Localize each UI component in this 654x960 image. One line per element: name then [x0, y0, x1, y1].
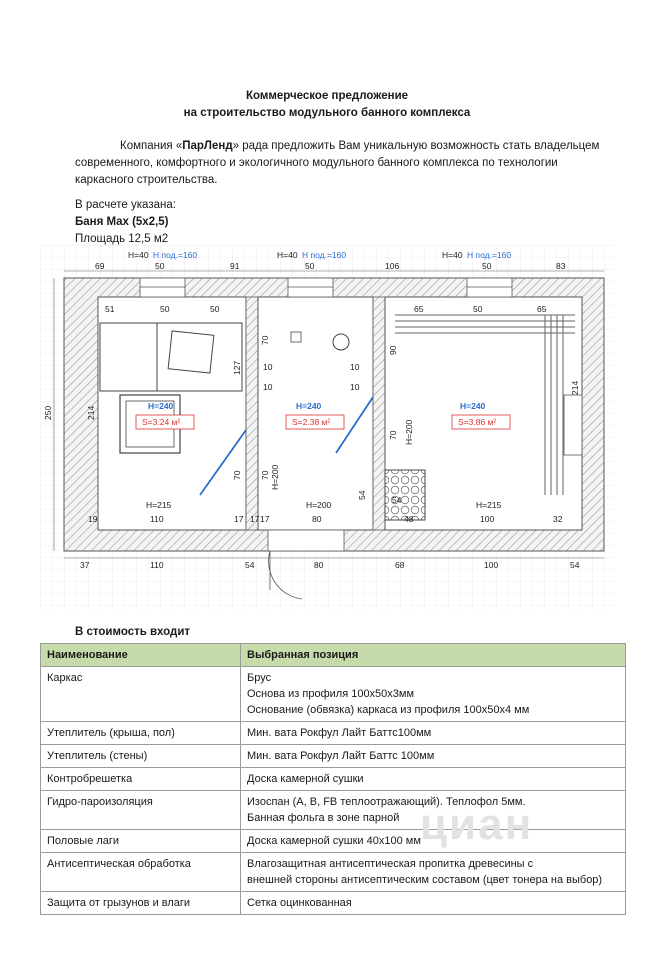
- room3-left: 48: [404, 514, 414, 524]
- row-line: внешней стороны антисептическим составом (цвет тонера на выбор): [247, 874, 603, 886]
- dim-mid-3: 10: [263, 382, 273, 392]
- intro-prefix: Компания «: [120, 140, 183, 152]
- room1-w: 110: [150, 514, 164, 524]
- room1-left: 19: [88, 514, 98, 524]
- dim-inner-3: 50: [210, 304, 220, 314]
- dim-top-4: 50: [305, 261, 315, 271]
- sink-icon: [333, 334, 349, 350]
- row-value: [241, 745, 626, 768]
- dim-inner-1: 51: [105, 304, 115, 314]
- room1-area: S=3.24 м²: [142, 417, 181, 427]
- drain-icon: [291, 332, 301, 342]
- row-name: Утеплитель (крыша, пол): [41, 722, 241, 745]
- dim-mid-13: 17: [250, 514, 260, 524]
- dim-inner-5: 50: [473, 304, 483, 314]
- row-name: Половые лаги: [41, 830, 241, 853]
- table-row: [41, 791, 626, 830]
- room3-hw: H=215: [476, 500, 502, 510]
- room3-area: S=3.86 м²: [458, 417, 497, 427]
- dim-bot-3: 54: [245, 560, 255, 570]
- dim-bot-4: 80: [314, 560, 324, 570]
- window-1: [140, 278, 185, 297]
- top-hsub-2: H под.=160: [302, 250, 347, 260]
- watermark: циан: [420, 800, 534, 849]
- row-name: Каркас: [41, 667, 241, 722]
- dim-top-5: 106: [385, 261, 400, 271]
- row-line: Сетка оцинкованная: [247, 897, 352, 909]
- top-h-2: H=40: [277, 250, 298, 260]
- dim-top-2: 50: [155, 261, 165, 271]
- dim-mid-6: 70: [260, 470, 270, 480]
- company-name: ПарЛенд: [182, 140, 233, 152]
- room3-w: 100: [480, 514, 495, 524]
- window-3: [467, 278, 512, 297]
- room2-area: S=2.38 м²: [292, 417, 331, 427]
- dim-mid-7: 10: [350, 362, 360, 372]
- row-name: Антисептическая обработка: [41, 853, 241, 892]
- room1-h: H=240: [148, 401, 174, 411]
- dim-bot-7: 54: [570, 560, 580, 570]
- table-header-row: [41, 644, 626, 667]
- room3-h: H=240: [460, 401, 486, 411]
- dim-mid-11: 54: [357, 490, 367, 500]
- window-4: [564, 395, 582, 455]
- intro-line-3: каркасного строительства.: [75, 174, 218, 186]
- dim-bot-1: 37: [80, 560, 90, 570]
- stove-stones: [385, 470, 425, 520]
- row-line: Влагозащитная антисептическая пропитка древесины с: [247, 858, 534, 870]
- table-row: [41, 667, 626, 722]
- dim-mid-5: 70: [232, 470, 242, 480]
- table-row: [41, 892, 626, 915]
- dim-side: 250: [43, 405, 53, 420]
- table-row: [41, 830, 626, 853]
- room2-w: 80: [312, 514, 322, 524]
- row-line: Мин. вата Рокфул Лайт Баттс 100мм: [247, 750, 435, 762]
- row-line: Основа из профиля 100х50х3мм: [247, 688, 415, 700]
- partition-2: [373, 297, 385, 530]
- row-name: Гидро-пароизоляция: [41, 791, 241, 830]
- partition-1: [246, 297, 258, 530]
- area-label: Площадь 12,5 м2: [75, 233, 169, 245]
- dim-top-3: 91: [230, 261, 240, 271]
- included-title: В стоимость входит: [75, 626, 191, 638]
- stove-label: 54: [392, 495, 402, 505]
- calc-label: В расчете указана:: [75, 199, 176, 211]
- room2-left: 17: [260, 514, 270, 524]
- table-row: [41, 722, 626, 745]
- model-name: Баня Max (5х2,5): [75, 216, 169, 228]
- row-line: Изоспан (А, В, FB теплоотражающий). Теплофол 5мм.: [247, 796, 526, 808]
- dim-bot-5: 68: [395, 560, 405, 570]
- room2-h: H=240: [296, 401, 322, 411]
- dim-inner-6: 65: [537, 304, 547, 314]
- top-hsub-3: H под.=160: [467, 250, 512, 260]
- dim-mid-12: 17: [234, 514, 244, 524]
- top-hsub-1: H под.=160: [153, 250, 198, 260]
- dim-mid-10: 70: [388, 430, 398, 440]
- dim-mid-4: 127: [232, 360, 242, 375]
- intro-paragraph: [75, 138, 615, 189]
- dim-mid-15: H=200: [404, 419, 414, 445]
- row-name: Защита от грызунов и влаги: [41, 892, 241, 915]
- row-line: Доска камерной сушки: [247, 773, 364, 785]
- dim-room3-side: 214: [570, 380, 580, 395]
- row-value: [241, 667, 626, 722]
- room1-hw: H=215: [146, 500, 172, 510]
- dim-room1-side: 214: [86, 405, 96, 420]
- room3-right: 32: [553, 514, 563, 524]
- room2-hw: H=200: [306, 500, 332, 510]
- row-name: Контробрешетка: [41, 768, 241, 791]
- dim-top-6: 50: [482, 261, 492, 271]
- row-line: Банная фольга в зоне парной: [247, 812, 400, 824]
- table-row: [41, 853, 626, 892]
- pillow: [168, 331, 214, 373]
- dim-mid-8: 10: [350, 382, 360, 392]
- dim-mid-9: 90: [388, 345, 398, 355]
- dim-inner-2: 50: [160, 304, 170, 314]
- row-value: [241, 722, 626, 745]
- row-line: Мин. вата Рокфул Лайт Баттс100мм: [247, 727, 432, 739]
- dim-mid-1: 70: [260, 335, 270, 345]
- row-value: [241, 892, 626, 915]
- row-value: [241, 768, 626, 791]
- top-h-3: H=40: [442, 250, 463, 260]
- dim-inner-4: 65: [414, 304, 424, 314]
- doc-title: Коммерческое предложение: [245, 90, 409, 102]
- dim-bot-2: 110: [150, 560, 164, 570]
- top-h-1: H=40: [128, 250, 149, 260]
- table-row: [41, 768, 626, 791]
- row-line: Доска камерной сушки 40х100 мм: [247, 835, 421, 847]
- dim-bot-6: 100: [484, 560, 499, 570]
- row-value: [241, 853, 626, 892]
- floor-plan: [40, 245, 615, 610]
- intro-line-2: современного, комфортного и экологичного модульного банного комплекса по технологии: [75, 157, 558, 169]
- dim-top-7: 83: [556, 261, 566, 271]
- window-2: [288, 278, 333, 297]
- table-row: [41, 745, 626, 768]
- row-name: Утеплитель (стены): [41, 745, 241, 768]
- col-position-header: Выбранная позиция: [241, 644, 626, 667]
- dim-mid-2: 10: [263, 362, 273, 372]
- col-name-header: Наименование: [41, 644, 241, 667]
- row-line: Брус: [247, 672, 272, 684]
- items-table: [40, 643, 626, 915]
- doc-subtitle: на строительство модульного банного комплекса: [183, 107, 471, 119]
- row-line: Основание (обвязка) каркаса из профиля 100х50х4 мм: [247, 704, 530, 716]
- room-wash: [258, 297, 373, 530]
- dim-top-1: 69: [95, 261, 105, 271]
- intro-rest: » рада предложить Вам уникальную возможность стать владельцем: [232, 140, 600, 152]
- dim-mid-14: H=200: [270, 464, 280, 490]
